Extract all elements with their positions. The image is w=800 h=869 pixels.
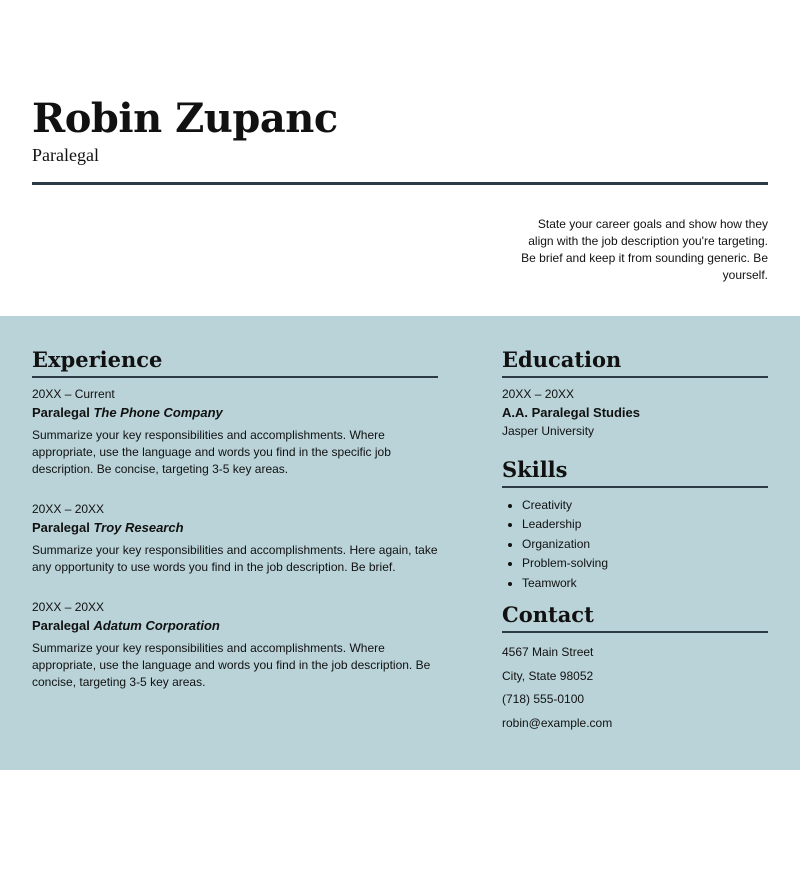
header-divider [32,182,768,185]
job-dates: 20XX – 20XX [32,502,105,516]
details-panel [0,316,800,770]
candidate-name: Robin Zupanc [32,95,338,142]
skill-item: • Leadership [522,515,768,534]
job-entry [32,501,438,576]
contact-section [502,601,768,735]
skill-item: • Teamwork [522,574,768,593]
job-title: Paralegal [32,405,90,420]
education-dates: 20XX – 20XX [502,387,575,401]
skills-heading: Skills [502,457,568,482]
education-divider [502,376,768,378]
job-company: Troy Research [93,520,184,535]
education-school: Jasper University [502,424,595,438]
skill-item: • Problem-solving [522,554,768,573]
job-company: Adatum Corporation [93,618,220,633]
job-description: Summarize your key responsibilities and accomplishments. Here again, take any opportunity to use words you find in the job description. Be brief. [32,543,438,574]
skills-divider [502,486,768,488]
skill-item: • Creativity [522,496,768,515]
education-degree: A.A. Paralegal Studies [502,405,640,420]
job-dates: 20XX – 20XX [32,600,105,614]
job-role [32,403,438,423]
education-section [502,346,768,440]
experience-divider [32,376,438,378]
contact-address: 4567 Main Street [502,645,594,660]
objective-text: State your career goals and show how they align with the job description you're targeting. Be brief and keep it from sounding generic. Be yourself. [521,217,768,282]
job-title: Paralegal [32,520,90,535]
contact-city: City, State 98052 [502,668,594,683]
skill-item: • Organization [522,535,768,554]
experience-section [32,346,438,714]
contact-divider [502,631,768,633]
job-company: The Phone Company [93,405,223,420]
job-entry [32,386,438,478]
contact-email: robin@example.com [502,715,613,730]
job-role [32,616,438,636]
skills-list [502,496,768,593]
job-title: Paralegal [32,618,90,633]
sidebar-column [502,346,768,735]
job-description: Summarize your key responsibilities and accomplishments. Where appropriate, use the language and words you find in the specific job description. Be concise, targeting 3-5 key areas. [32,428,391,476]
education-heading: Education [502,347,622,372]
skills-section [502,456,768,593]
experience-heading: Experience [32,347,163,372]
job-dates: 20XX – Current [32,387,115,401]
contact-phone: (718) 555-0100 [502,692,585,707]
contact-heading: Contact [502,602,594,628]
job-entry [32,599,438,691]
job-description: Summarize your key responsibilities and accomplishments. Where appropriate, use the language and words you find in the job description. Be concise, targeting 3-5 key areas. [32,641,431,689]
job-role [32,518,438,538]
resume-header [32,96,768,166]
candidate-title: Paralegal [32,145,99,165]
